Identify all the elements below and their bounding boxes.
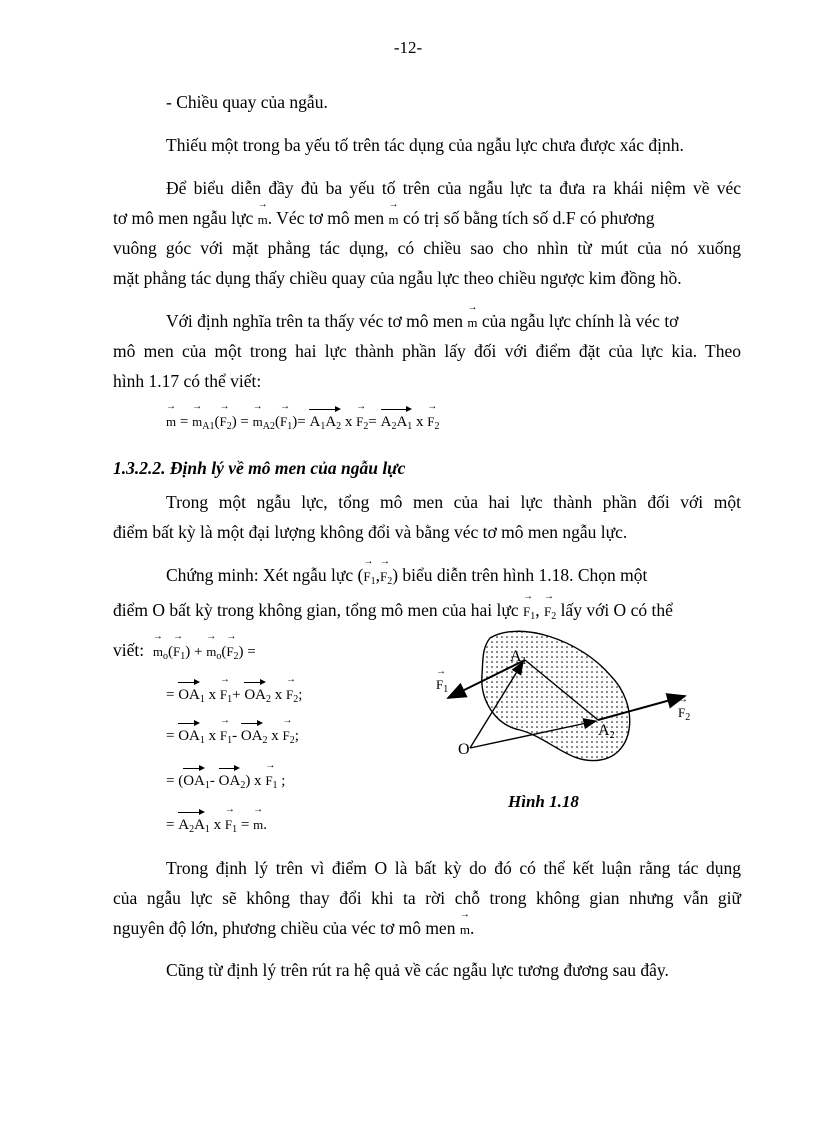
text-line: của ngẫu lực sẽ không thay đổi khi ta rời chỗ trong không gian nhưng vẫn giữ (113, 888, 741, 908)
text-line: mặt phẳng tác dụng thấy chiều quay của ngẫu lực theo chiều ngược kim đồng hồ. (113, 268, 682, 288)
text-line: Thiếu một trong ba yếu tố trên tác dụng của ngẫu lực chưa được xác định. (166, 135, 684, 155)
label-f1: → $F_1$ (436, 676, 448, 695)
figure-caption: Hình 1.18 (508, 792, 579, 811)
text-line: hình 1.17 có thể viết: (113, 371, 262, 391)
vector-m: → m (258, 210, 268, 230)
text-line: vuông góc với mặt phẳng tác dụng, có chiều sao cho nhìn từ mút của nó xuống (113, 238, 741, 258)
formula-line: = $OA_1$ $x \to F_1-$ $OA_2$ $x \to F_2$; (166, 726, 299, 751)
text-line: Chứng minh: Xét ngẫu lực (→ $F_1,\to F_2$) biểu diễn trên hình 1.18. Chọn một (166, 565, 741, 592)
formula-line: = $OA_1$ $x \to F_1+ OA_2$ $x \to F_2$; (166, 685, 302, 710)
vector-m: → m (467, 313, 477, 333)
label-f2: → $F_2$ (678, 704, 690, 723)
text-line: Trong một ngẫu lực, tổng mô men của hai lực thành phần đối với một (166, 492, 741, 512)
label-a2: $A_2$ (598, 722, 615, 741)
text-line: Để biểu diễn đầy đủ ba yếu tố trên của ngẫu lực ta đưa ra khái niệm về véc (166, 178, 741, 198)
label-o: O (458, 741, 470, 758)
vector-m: → m (460, 920, 470, 940)
vector-m: → m (388, 210, 398, 230)
section-heading: 1.3.2.2. Định lý về mô men của ngẫu lực (113, 458, 406, 478)
page-number: -12- (393, 38, 423, 57)
text-line: Trong định lý trên vì điểm O là bất kỳ do đó có thể kết luận rằng tác dụng (166, 858, 741, 878)
text-line: viết: → $m_o(\to F_1)$ + → $m_o(\to F_2)$ = (113, 640, 256, 667)
text-line: Cũng từ định lý trên rút ra hệ quả về các ngẫu lực tương đương sau đây. (166, 960, 669, 980)
text-line: tơ mô men ngẫu lực → m. Véc tơ mô men → m có trị số bằng tích số d.F có phương (113, 208, 741, 230)
text-line: nguyên độ lớn, phương chiều của véc tơ mô men → m. (113, 918, 474, 940)
text-line: Với định nghĩa trên ta thấy véc tơ mô men → m của ngẫu lực chính là véc tơ (166, 311, 741, 333)
text-line: điểm O bất kỳ trong không gian, tổng mô men của hai lực → $F_1$, → $F_2$ lấy với O có thể (113, 600, 741, 627)
text-line: điểm bất kỳ là một đại lượng không đổi và bằng véc tơ mô men ngẫu lực. (113, 522, 628, 542)
formula-line: = ($OA_1-$ $OA_2$) $x \to F_1$ ; (166, 771, 285, 796)
formula-m: → m = → $m_{A1}(\to F_2)$ = → $m_{A2}(\to F_1)= A_1A_2$ $x \to F_2= A_2A_1$ $x \to F_2$ (166, 412, 440, 437)
label-a1: $A_1$ (510, 648, 527, 667)
text-line: mô men của một trong hai lực thành phần lấy đối với điểm đặt của lực kia. Theo (113, 341, 741, 361)
text-line: - Chiều quay của ngẫu. (166, 92, 328, 112)
formula-line: = $A_2A_1$ $x \to F_1$ = → m. (166, 815, 267, 840)
